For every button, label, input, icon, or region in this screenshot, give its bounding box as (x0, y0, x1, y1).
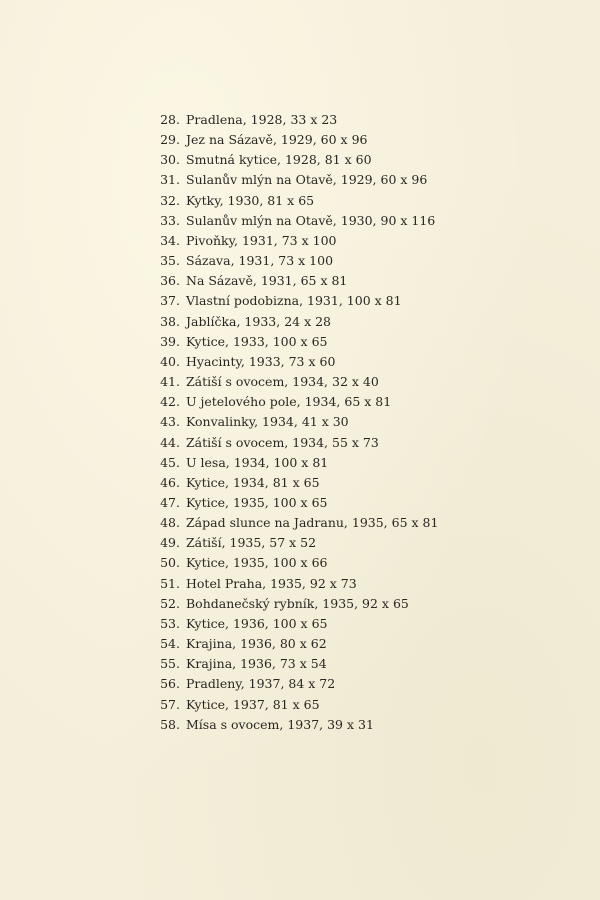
entry-number: 55. (160, 656, 180, 672)
entry-number: 37. (160, 293, 180, 309)
list-item (150, 332, 438, 352)
list-item (150, 433, 438, 453)
entry-text: Krajina, 1936, 80 x 62 (186, 636, 327, 652)
entry-text: Sázava, 1931, 73 x 100 (186, 253, 334, 269)
list-item (150, 695, 438, 715)
list-item (150, 594, 438, 614)
list-item (150, 312, 438, 332)
list-item (150, 271, 438, 291)
entry-number: 46. (160, 474, 180, 490)
list-item (150, 513, 438, 533)
entry-text: Krajina, 1936, 73 x 54 (186, 656, 327, 672)
entry-text: Zátiší, 1935, 57 x 52 (186, 535, 317, 551)
entry-number: 54. (160, 636, 180, 652)
entry-number: 42. (160, 394, 180, 410)
entry-text: Mísa s ovocem, 1937, 39 x 31 (186, 716, 374, 732)
list-item (150, 533, 438, 553)
entry-text: Sulanův mlýn na Otavě, 1929, 60 x 96 (186, 172, 428, 188)
list-item (150, 715, 438, 735)
entry-number: 30. (160, 152, 180, 168)
entry-text: Jez na Sázavě, 1929, 60 x 96 (186, 132, 368, 148)
entry-number: 56. (160, 676, 180, 692)
entry-text: Západ slunce na Jadranu, 1935, 65 x 81 (186, 515, 439, 531)
entry-number: 39. (160, 333, 180, 349)
list-item (150, 191, 438, 211)
list-item (150, 150, 438, 170)
list-item (150, 453, 438, 473)
entry-text: U jetelového pole, 1934, 65 x 81 (186, 394, 392, 410)
entry-number: 58. (160, 716, 180, 732)
entry-text: Pradleny, 1937, 84 x 72 (186, 676, 336, 692)
entry-number: 43. (160, 414, 180, 430)
entry-text: U lesa, 1934, 100 x 81 (186, 454, 329, 470)
entry-number: 40. (160, 353, 180, 369)
entry-text: Pivoňky, 1931, 73 x 100 (186, 232, 337, 248)
list-item (150, 352, 438, 372)
entry-text: Sulanův mlýn na Otavě, 1930, 90 x 116 (186, 212, 436, 228)
entry-text: Hyacinty, 1933, 73 x 60 (186, 353, 336, 369)
entry-number: 52. (160, 595, 180, 611)
entry-number: 47. (160, 494, 180, 510)
catalogue-list (150, 110, 438, 735)
list-item (150, 251, 438, 271)
entry-text: Kytice, 1935, 100 x 66 (186, 555, 328, 571)
entry-number: 45. (160, 454, 180, 470)
entry-text: Zátiší s ovocem, 1934, 55 x 73 (186, 434, 379, 450)
entry-number: 51. (160, 575, 180, 591)
entry-text: Kytice, 1933, 100 x 65 (186, 333, 328, 349)
list-item (150, 614, 438, 634)
entry-number: 29. (160, 132, 180, 148)
entry-number: 33. (160, 212, 180, 228)
list-item (150, 654, 438, 674)
entry-text: Bohdanečský rybník, 1935, 92 x 65 (186, 595, 409, 611)
entry-number: 57. (160, 696, 180, 712)
entry-text: Vlastní podobizna, 1931, 100 x 81 (186, 293, 402, 309)
list-item (150, 372, 438, 392)
list-item (150, 170, 438, 190)
entry-number: 32. (160, 192, 180, 208)
entry-number: 31. (160, 172, 180, 188)
entry-number: 36. (160, 273, 180, 289)
list-item (150, 412, 438, 432)
entry-number: 41. (160, 374, 180, 390)
entry-number: 49. (160, 535, 180, 551)
entry-text: Pradlena, 1928, 33 x 23 (186, 112, 338, 127)
entry-text: Kytky, 1930, 81 x 65 (186, 192, 315, 208)
entry-text: Jablíčka, 1933, 24 x 28 (186, 313, 332, 329)
list-item (150, 231, 438, 251)
entry-number: 53. (160, 615, 180, 631)
entry-text: Smutná kytice, 1928, 81 x 60 (186, 152, 372, 168)
entry-text: Kytice, 1934, 81 x 65 (186, 474, 320, 490)
list-item (150, 493, 438, 513)
list-item (150, 674, 438, 694)
list-item (150, 110, 438, 130)
list-item (150, 574, 438, 594)
entry-number: 50. (160, 555, 180, 571)
list-item (150, 392, 438, 412)
list-item (150, 291, 438, 311)
list-item (150, 473, 438, 493)
entry-number: 38. (160, 313, 180, 329)
entry-number: 44. (160, 434, 180, 450)
entry-text: Kytice, 1936, 100 x 65 (186, 615, 328, 631)
entry-number: 28. (160, 112, 180, 127)
list-item (150, 211, 438, 231)
entry-number: 48. (160, 515, 180, 531)
list-item (150, 130, 438, 150)
entry-text: Zátiší s ovocem, 1934, 32 x 40 (186, 374, 379, 390)
entry-text: Na Sázavě, 1931, 65 x 81 (186, 273, 348, 289)
entry-text: Konvalinky, 1934, 41 x 30 (186, 414, 349, 430)
entry-number: 34. (160, 232, 180, 248)
entry-text: Hotel Praha, 1935, 92 x 73 (186, 575, 357, 591)
list-item (150, 553, 438, 573)
entry-number: 35. (160, 253, 180, 269)
list-item (150, 634, 438, 654)
entry-text: Kytice, 1935, 100 x 65 (186, 494, 328, 510)
entry-text: Kytice, 1937, 81 x 65 (186, 696, 320, 712)
